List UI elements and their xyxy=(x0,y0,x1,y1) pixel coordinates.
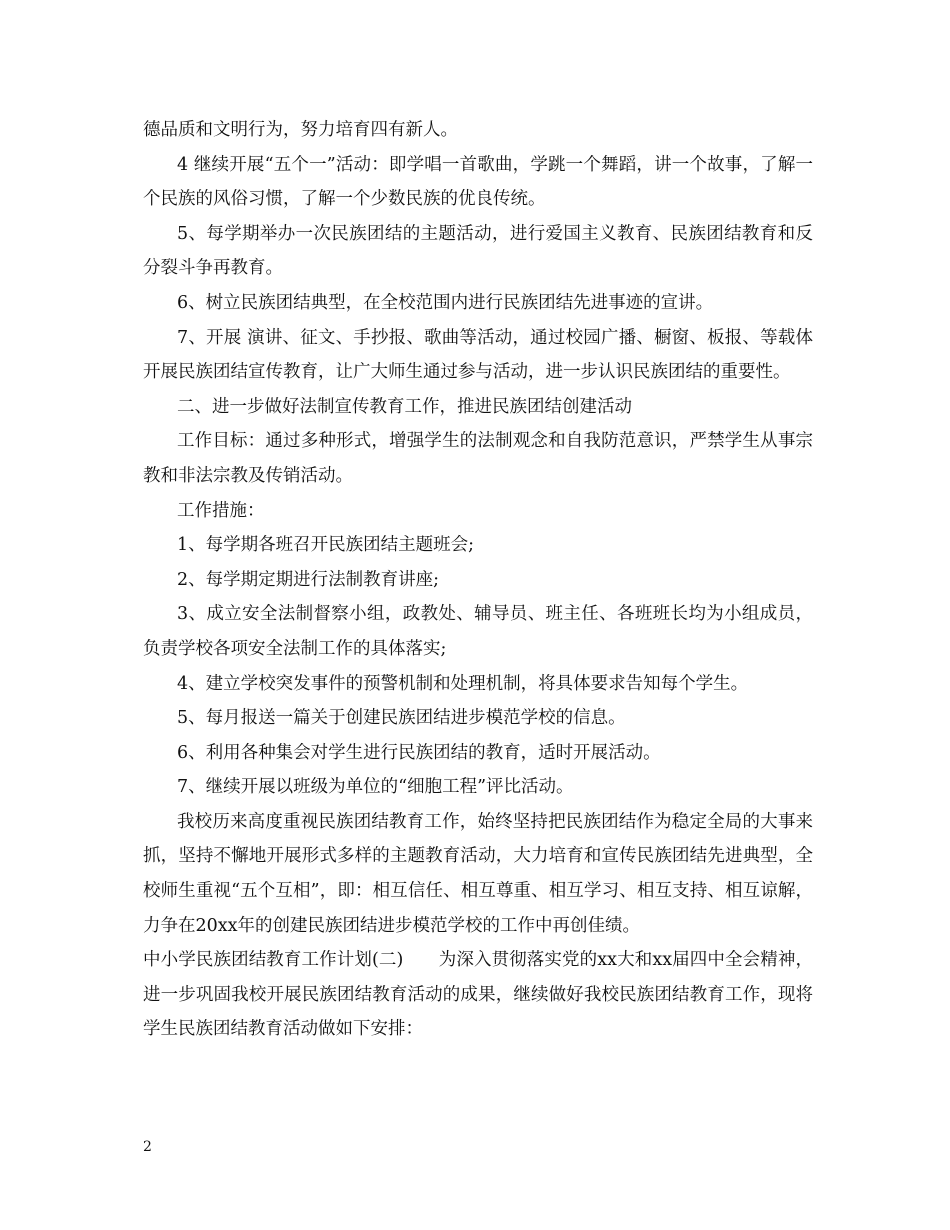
list-item: 4、建立学校突发事件的预警机制和处理机制，将具体要求告知每个学生。 xyxy=(177,673,749,694)
section-heading: 二、进一步做好法制宣传教育工作，推进民族团结创建活动 xyxy=(177,396,632,417)
paragraph: 德品质和文明行为，努力培育四有新人。 xyxy=(143,120,458,140)
list-item: 1、每学期各班召开民族团结主题班会; xyxy=(177,535,475,556)
paragraph: 工作目标：通过多种形式，增强学生的法制观念和自我防范意识，严禁学生从事宗教和非法宗教及传销活动。 xyxy=(143,431,813,486)
list-item: 5、每月报送一篇关于创建民族团结进步模范学校的信息。 xyxy=(177,708,626,729)
paragraph: 4 继续开展“五个一”活动：即学唱一首歌曲，学跳一个舞蹈，讲一个故事，了解一个民族的风俗习惯，了解一个少数民族的优良传统。 xyxy=(143,154,813,210)
page-number: 2 xyxy=(143,1139,152,1155)
document-body xyxy=(143,113,813,1047)
paragraph: 5、每学期举办一次民族团结的主题活动，进行爱国主义教育、民族团结教育和反分裂斗争再教育。 xyxy=(143,223,813,279)
paragraph: 6、树立民族团结典型，在全校范围内进行民族团结先进事迹的宣讲。 xyxy=(177,292,714,313)
paragraph: 工作措施： xyxy=(177,500,265,521)
list-item: 7、继续开展以班级为单位的“细胞工程”评比活动。 xyxy=(177,777,574,798)
paragraph: 我校历来高度重视民族团结教育工作，始终坚持把民族团结作为稳定全局的大事来抓，坚持不懈地开展形式多样的主题教育活动，大力培育和宣传民族团结先进典型，全校师生重视“五个互相”，即：相互信任、相互尊重、相互学习、相互支持、相互谅解，力争在20xx年的创建民族团结进步模范学校的工作中再创佳绩。 xyxy=(143,811,813,936)
paragraph: 中小学民族团结教育工作计划(二) 为深入贯彻落实党的xx大和xx届四中全会精神，进一步巩固我校开展民族团结教育活动的成果，继续做好我校民族团结教育工作，现将学生民族团结教育活动做如下安排： xyxy=(143,950,813,1040)
list-item: 2、每学期定期进行法制教育讲座; xyxy=(177,569,440,590)
paragraph: 7、开展 演讲、征文、手抄报、歌曲等活动，通过校园广播、橱窗、板报、等载体开展民族团结宣传教育，让广大师生通过参与活动，进一步认识民族团结的重要性。 xyxy=(143,327,813,383)
list-item: 6、利用各种集会对学生进行民族团结的教育，适时开展活动。 xyxy=(177,742,661,763)
list-item: 3、成立安全法制督察小组，政教处、辅导员、班主任、各班班长均为小组成员，负责学校各项安全法制工作的具体落实; xyxy=(143,604,813,659)
